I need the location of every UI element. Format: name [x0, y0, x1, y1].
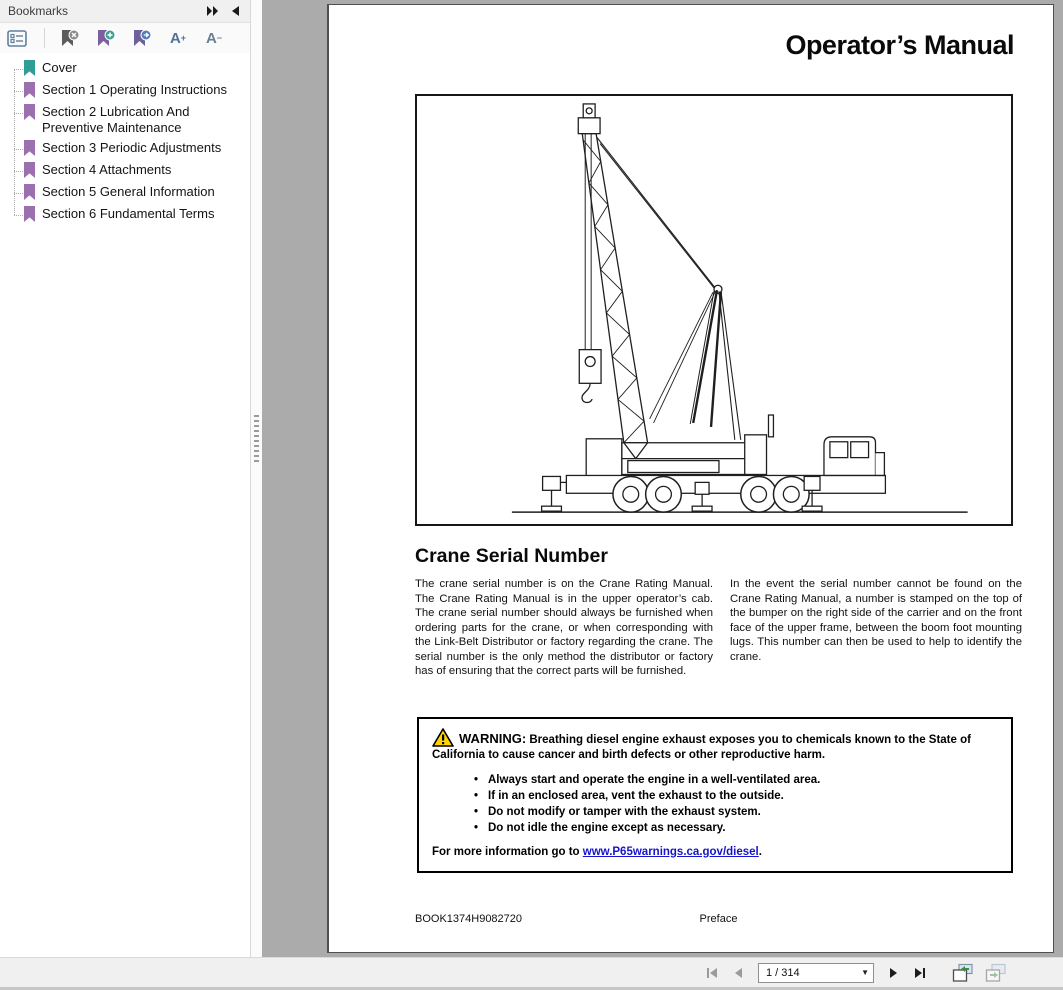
- bookmark-label: Section 6 Fundamental Terms: [42, 206, 215, 221]
- bookmark-label: Section 1 Operating Instructions: [42, 82, 227, 97]
- page-footer: [415, 913, 1022, 925]
- footer-section-label: Preface: [699, 913, 738, 925]
- first-page-button[interactable]: [704, 965, 720, 981]
- tree-connector: [14, 149, 23, 150]
- warning-text: Breathing diesel engine exhaust exposes you to chemicals known to the State of California to cause cancer and birth defects or other reproductive harm.: [432, 734, 971, 761]
- warning-label: WARNING:: [459, 731, 527, 746]
- bookmark-item[interactable]: [0, 204, 250, 226]
- warning-bullet: • Always start and operate the engine in a well-ventilated area.: [474, 772, 998, 788]
- bookmark-ribbon-icon: [23, 60, 36, 77]
- bookmarks-toolbar: [0, 23, 250, 53]
- tree-connector: [14, 215, 23, 216]
- more-info-prefix: For more information go to: [432, 846, 583, 858]
- section-heading: Crane Serial Number: [415, 545, 608, 567]
- tree-connector: [14, 171, 23, 172]
- tree-connector: [14, 69, 23, 70]
- new-bookmark-icon[interactable]: [95, 28, 117, 48]
- crane-figure-frame: [415, 94, 1013, 526]
- page-number-value: 1 / 314: [766, 966, 800, 979]
- more-info-suffix: .: [758, 846, 762, 858]
- bookmark-label: Section 4 Attachments: [42, 162, 172, 177]
- p65-warnings-link[interactable]: www.P65warnings.ca.gov/diesel: [582, 846, 759, 858]
- document-viewer: [262, 0, 1063, 957]
- previous-view-button[interactable]: [952, 963, 974, 983]
- expand-current-bookmark-icon[interactable]: [131, 28, 153, 48]
- warning-more-info: [432, 846, 998, 858]
- warning-bullet: • If in an enclosed area, vent the exhaust to the outside.: [474, 788, 998, 804]
- warning-bullet: • Do not modify or tamper with the exhaust system.: [474, 804, 998, 820]
- bookmark-label: Section 5 General Information: [42, 184, 215, 199]
- bookmark-ribbon-icon: [23, 184, 36, 201]
- bookmark-item[interactable]: [0, 182, 250, 204]
- collapse-panel-icon[interactable]: [228, 5, 242, 17]
- toolbar-separator: [44, 28, 45, 48]
- panel-menu-chevrons-icon[interactable]: [205, 5, 219, 17]
- bookmark-ribbon-icon: [23, 82, 36, 99]
- tree-connector: [14, 193, 23, 194]
- warning-bullet: • Do not idle the engine except as necessary.: [474, 820, 998, 836]
- warning-bullet-list: [474, 772, 998, 836]
- page-title: Operator’s Manual: [785, 30, 1014, 60]
- warning-box: [417, 717, 1013, 873]
- increase-text-size-icon[interactable]: A +: [169, 29, 187, 47]
- pdf-page: [327, 4, 1054, 953]
- bookmark-label: Section 3 Periodic Adjustments: [42, 140, 222, 155]
- bookmark-label: Section 2 Lubrication And Preventive Maintenance: [42, 104, 190, 135]
- bookmark-item[interactable]: [0, 80, 250, 102]
- page-dropdown-caret-icon: ▼: [861, 968, 869, 977]
- tree-connector: [14, 113, 23, 114]
- bookmarks-panel-title: Bookmarks: [8, 4, 69, 18]
- decrease-text-size-icon[interactable]: A −: [205, 29, 223, 47]
- bookmark-options-icon[interactable]: [6, 28, 28, 48]
- tree-connector: [14, 91, 23, 92]
- serial-text-left-column: The crane serial number is on the Crane Rating Manual. The Crane Rating Manual is in the upper operator’s cab. The crane serial number should always be furnished when ordering parts for the crane, or when corresponding with the Link-Belt Distributor or factory regarding the crane. The serial number is the only method the distributor or factory has of ensuring that the correct parts will be furnished.: [415, 578, 713, 677]
- next-page-button[interactable]: [885, 965, 901, 981]
- crane-illustration: [417, 96, 1011, 524]
- panel-resize-splitter[interactable]: [250, 0, 262, 957]
- bookmark-ribbon-icon: [23, 104, 36, 121]
- warning-paragraph: [432, 728, 998, 763]
- delete-bookmark-icon[interactable]: [59, 28, 81, 48]
- serial-text-right-column: In the event the serial number cannot be found on the Crane Rating Manual, a number is stamped on the top of the bumper on the right side of the carrier and on the front face of the upper frame, between the boom foot mounting lugs. This number can then be used to help to identify the crane.: [730, 578, 1022, 663]
- last-page-button[interactable]: [912, 965, 928, 981]
- bookmarks-panel-header: [0, 0, 250, 23]
- serial-number-text: [415, 577, 1022, 679]
- page-navigation-toolbar: [0, 957, 1063, 990]
- bookmark-item[interactable]: [0, 138, 250, 160]
- bookmark-item[interactable]: [0, 160, 250, 182]
- warning-triangle-icon: [432, 728, 454, 747]
- next-view-button[interactable]: [985, 963, 1007, 983]
- previous-page-button[interactable]: [731, 965, 747, 981]
- page-number-field[interactable]: [758, 963, 874, 983]
- bookmark-ribbon-icon: [23, 206, 36, 223]
- bookmark-item[interactable]: [0, 102, 250, 138]
- book-number: BOOK1374H9082720: [415, 913, 523, 925]
- bookmark-ribbon-icon: [23, 140, 36, 157]
- bookmark-ribbon-icon: [23, 162, 36, 179]
- bookmark-label: Cover: [42, 60, 77, 75]
- splitter-grip: [254, 415, 259, 463]
- bookmarks-panel: [0, 0, 250, 957]
- bookmark-item[interactable]: [0, 58, 250, 80]
- bookmark-list: [0, 53, 250, 226]
